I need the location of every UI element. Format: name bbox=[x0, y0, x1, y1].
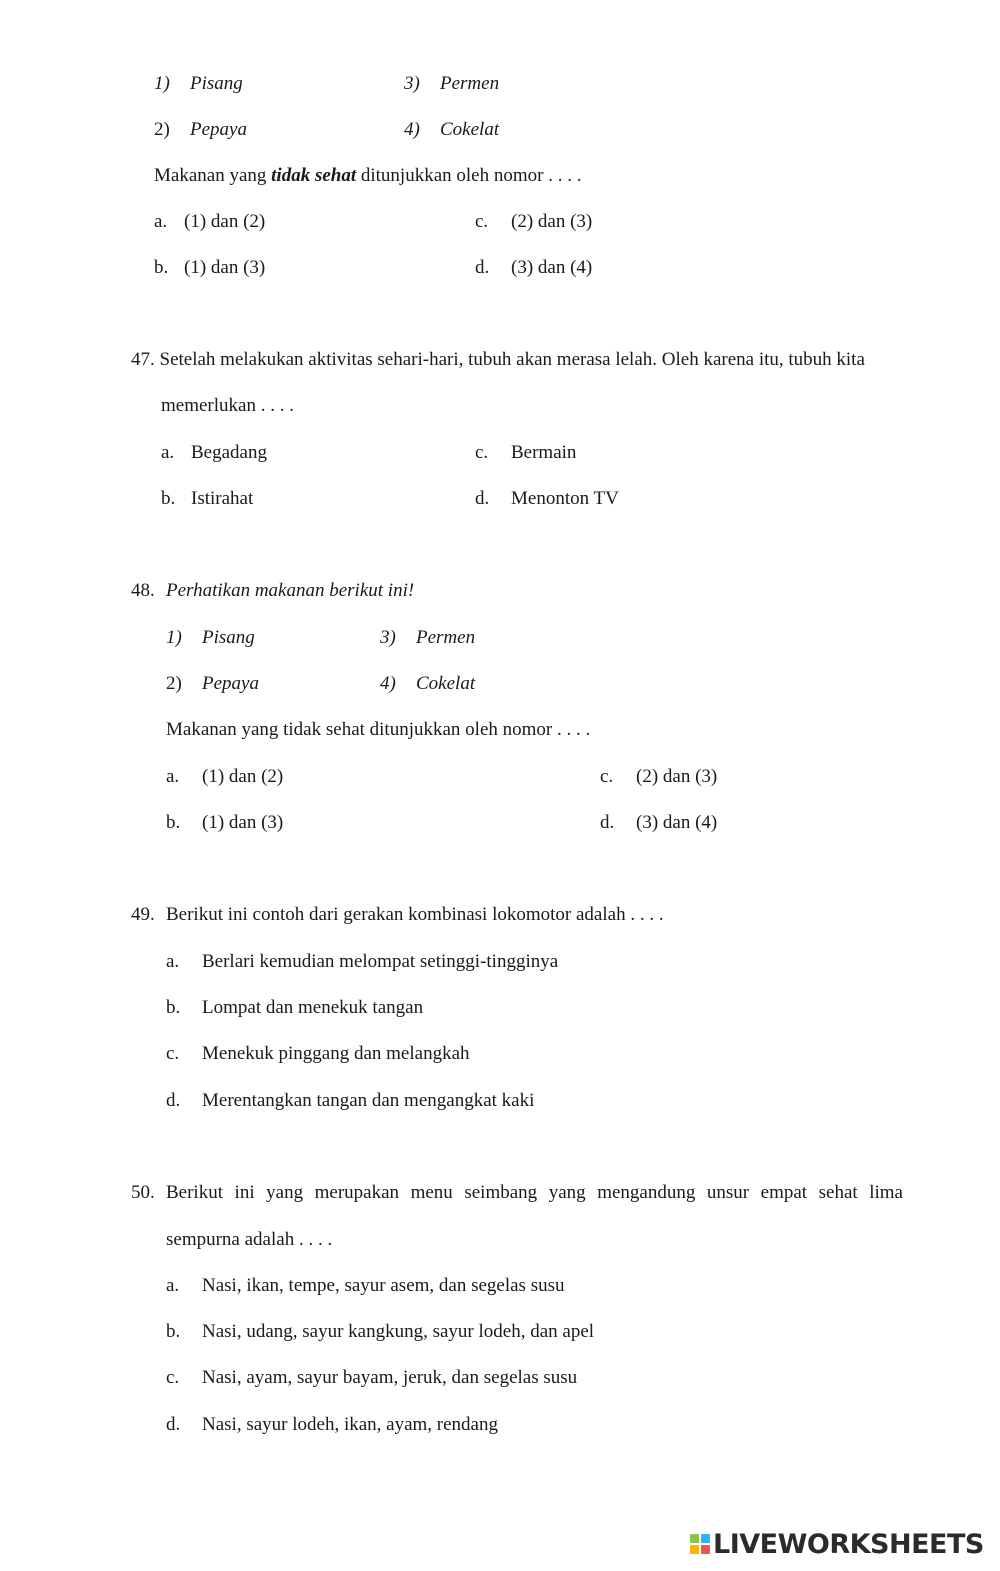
answer-option-d-text: (3) dan (4) bbox=[636, 812, 718, 833]
answer-option-d-text: Nasi, sayur lodeh, ikan, ayam, rendang bbox=[202, 1414, 498, 1435]
answer-option-b-text: (1) dan (3) bbox=[202, 812, 284, 833]
food-item: Pisang bbox=[190, 73, 243, 94]
food-item-number: 4) bbox=[380, 673, 396, 694]
answer-option-d[interactable]: d. bbox=[166, 1414, 181, 1435]
answer-option-a-text: (1) dan (2) bbox=[184, 211, 266, 232]
answer-option-d-text: (3) dan (4) bbox=[511, 257, 593, 278]
answer-option-d-text: Menonton TV bbox=[511, 488, 619, 509]
question-stem-continued: memerlukan . . . . bbox=[161, 395, 294, 416]
food-item: Permen bbox=[440, 73, 500, 94]
logo-square bbox=[701, 1534, 710, 1543]
answer-option-d[interactable]: d. bbox=[475, 488, 490, 509]
food-item-number: 2) bbox=[154, 119, 170, 140]
question-stem: Berikut ini contoh dari gerakan kombinasi lokomotor adalah . . . . bbox=[166, 904, 664, 925]
food-item: Pepaya bbox=[190, 119, 247, 140]
question-number: 49. bbox=[131, 904, 155, 925]
emphasis: tidak sehat bbox=[271, 165, 357, 186]
question-prompt: Perhatikan makanan berikut ini! bbox=[166, 580, 415, 601]
answer-option-d[interactable]: d. bbox=[475, 257, 490, 278]
answer-option-d[interactable]: d. bbox=[600, 812, 615, 833]
question-stem: Makanan yang tidak sehat ditunjukkan oleh nomor . . . . bbox=[154, 165, 582, 186]
answer-option-b[interactable]: b. bbox=[161, 488, 176, 509]
answer-option-a-text: Nasi, ikan, tempe, sayur asem, dan segelas susu bbox=[202, 1275, 565, 1296]
answer-option-b-text: Nasi, udang, sayur kangkung, sayur lodeh, dan apel bbox=[202, 1321, 595, 1342]
answer-option-b[interactable]: b. bbox=[166, 1321, 181, 1342]
answer-option-b-text: Istirahat bbox=[191, 488, 254, 509]
logo-mark-icon bbox=[690, 1534, 710, 1554]
answer-option-c[interactable]: c. bbox=[600, 766, 614, 787]
food-item-number: 3) bbox=[404, 73, 420, 94]
answer-option-b-text: Lompat dan menekuk tangan bbox=[202, 997, 424, 1018]
answer-option-b[interactable]: b. bbox=[154, 257, 169, 278]
food-item-number: 1) bbox=[154, 73, 170, 94]
answer-option-c-text: (2) dan (3) bbox=[636, 766, 718, 787]
logo-square bbox=[701, 1545, 710, 1554]
answer-option-c[interactable]: c. bbox=[475, 211, 489, 232]
question-stem: Berikut ini yang merupakan menu seimbang yang mengandung unsur empat sehat lima bbox=[166, 1182, 903, 1203]
food-item: Pepaya bbox=[202, 673, 259, 694]
answer-option-b[interactable]: b. bbox=[166, 997, 181, 1018]
answer-option-c-text: (2) dan (3) bbox=[511, 211, 593, 232]
answer-option-c-text: Menekuk pinggang dan melangkah bbox=[202, 1043, 470, 1064]
answer-option-a[interactable]: a. bbox=[161, 442, 175, 463]
food-item: Permen bbox=[416, 627, 476, 648]
logo-square bbox=[690, 1545, 699, 1554]
answer-option-b-text: (1) dan (3) bbox=[184, 257, 266, 278]
question-number: 48. bbox=[131, 580, 155, 601]
food-item-number: 3) bbox=[380, 627, 396, 648]
answer-option-b[interactable]: b. bbox=[166, 812, 181, 833]
answer-option-a[interactable]: a. bbox=[154, 211, 168, 232]
question-stem: 47. Setelah melakukan aktivitas sehari-hari, tubuh akan merasa lelah. Oleh karena itu, tubuh kita bbox=[131, 349, 865, 370]
answer-option-c-text: Bermain bbox=[511, 442, 577, 463]
question-stem: Makanan yang tidak sehat ditunjukkan oleh nomor . . . . bbox=[166, 719, 591, 740]
answer-option-c[interactable]: c. bbox=[166, 1043, 180, 1064]
liveworksheets-logo[interactable] bbox=[690, 1528, 984, 1560]
answer-option-a-text: (1) dan (2) bbox=[202, 766, 284, 787]
answer-option-c[interactable]: c. bbox=[475, 442, 489, 463]
answer-option-c[interactable]: c. bbox=[166, 1367, 180, 1388]
answer-option-a-text: Begadang bbox=[191, 442, 267, 463]
answer-option-a[interactable]: a. bbox=[166, 766, 180, 787]
food-item: Pisang bbox=[202, 627, 255, 648]
food-item-number: 1) bbox=[166, 627, 182, 648]
answer-option-d-text: Merentangkan tangan dan mengangkat kaki bbox=[202, 1090, 535, 1111]
answer-option-a[interactable]: a. bbox=[166, 951, 180, 972]
answer-option-a[interactable]: a. bbox=[166, 1275, 180, 1296]
answer-option-c-text: Nasi, ayam, sayur bayam, jeruk, dan segelas susu bbox=[202, 1367, 578, 1388]
food-item-number: 4) bbox=[404, 119, 420, 140]
question-number: 50. bbox=[131, 1182, 155, 1203]
food-item: Cokelat bbox=[416, 673, 476, 694]
food-item-number: 2) bbox=[166, 673, 182, 694]
logo-square bbox=[690, 1534, 699, 1543]
answer-option-d[interactable]: d. bbox=[166, 1090, 181, 1111]
food-item: Cokelat bbox=[440, 119, 500, 140]
logo-text: LIVEWORKSHEETS bbox=[713, 1528, 984, 1560]
question-stem-continued: sempurna adalah . . . . bbox=[166, 1229, 333, 1250]
answer-option-a-text: Berlari kemudian melompat setinggi-tingginya bbox=[202, 951, 559, 972]
